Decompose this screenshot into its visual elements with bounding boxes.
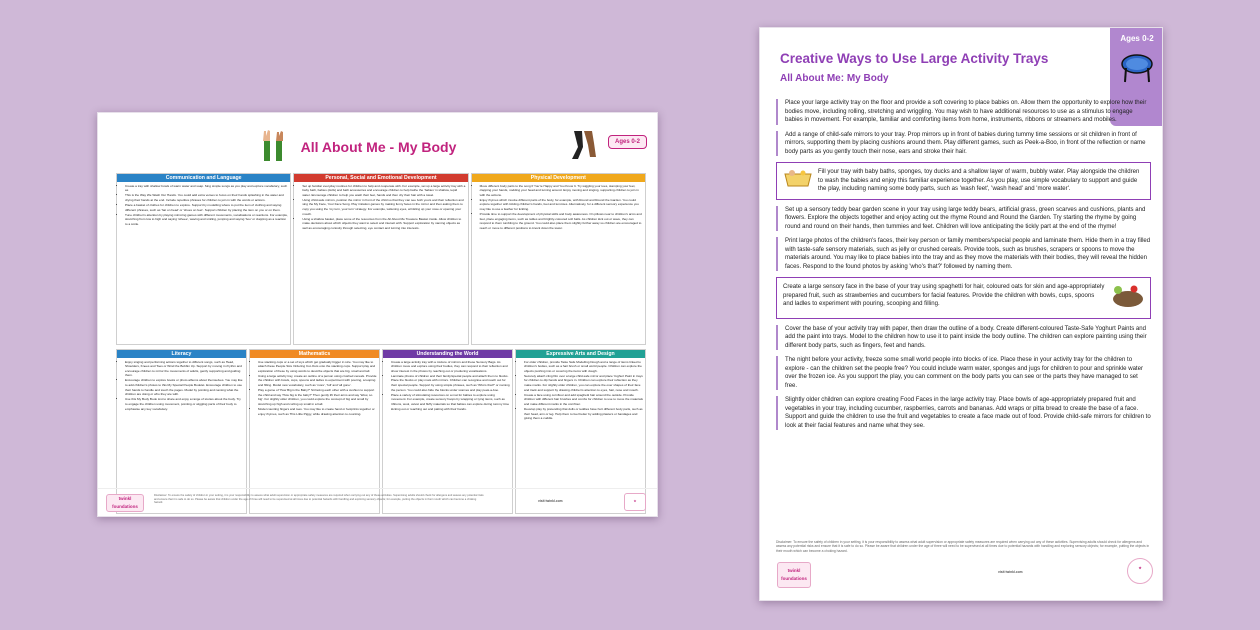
activity-text: Slightly older children can explore creating Food Faces in the large activity tray. Place bowls of age-appropriately prepared fruit and vegetables in your tray, including cucumber, raspberries, carrots and bananas. Add wraps or pitta bread to create the base of a face. Support and guide the children to use the fruit and vegetables to create a face made out of food. Provide child-safe mirrors for children to look at their facial features and name what they see. [785,397,1151,429]
activity-text: Add a range of child-safe mirrors to your tray. Prop mirrors up in front of babies during tummy time sessions or sit children in front of mirrors, supporting them by placing cushions around them. Play different games, such as Peek-a-Boo, in front of the reflection or name body parts as you gently touch their nose, ears and stroke their hair. [785,131,1146,155]
activity-bullet: • Laminate photos of children and their family/special people and attach them to blocks. Place the blocks or play mats with mirrors. Children can recognise and reach out for their special people. Support by using simple phrases, such as 'Who's that?' or naming the person. You could also hide the blocks under scarves and play peek-a-boo. [391,374,510,392]
activity-bullet: • Tune children's attention by playing mirroring games with different movements, vocalisations or reactions. For example, stretching from low to high and saying 'wheee', waving and smiling, jumping and saying 'boo' or clapping as a reaction to a smile. [125,213,288,227]
activity-text: Create a large sensory face in the base of your tray using spaghetti for hair, coloured oats for skin and age-appropriately prepared fruit, such as strawberries and cucumbers for facial features. Provide the children with bowls, cups, spoons and ladles to experiment with pouring, scooping and filling. [783,284,1105,307]
paragraph-marker [776,131,778,157]
learning-area-heading: Communication and Language [117,174,290,182]
activity-bullet: • Using a large activity tray, create an outline of a person using crushed cereals. Provide the children with bowls, cups, spoons and ladles to experiment with pouring, scooping and filling. Model new vocabulary, such as 'more', 'full' and 'all gone'. [258,374,377,388]
activity-bullet-list [294,182,467,233]
paragraph-marker [776,237,778,271]
activity-bullet: • Model counting fingers and toes. You may like to create hand or footprints together or enjoy rhymes, such as This Little Piggy, while drawing attention to counting. [258,407,377,416]
area-of-learning-grid [116,173,646,514]
learning-area-heading: Physical Development [472,174,645,182]
sheet-footer [760,540,1163,600]
activity-bullet: • Use stacking cups or a set of toys which get gradually bigger in size. You may like to attach these People Size Ordering Cut-Outs onto the stacking cups. Support play and exploration of these by using words to describe objects that are big, small and tall. [258,360,377,374]
activity-paragraph [776,99,1151,125]
baby-bath-icon [783,168,813,194]
logo-text: twinkl foundations [781,568,807,581]
activity-bullet: • Enjoy rhymes which involve different parts of the body, for example, with Round and Round the Garden. You could explore together with tickling children's hands, feet and tummies. Alternatively, for a different sensory experience you may like to use a feather for tickling. [480,198,643,212]
activity-text: Print large photos of the children's faces, their key person or family members/special people and laminate them. Hide them in a tray filled with taste-safe sensory materials, such as jelly or crushed cereals. Provide tools, such as brushes, scrapers or spoons to move the materials around. You may like to place babies into the tray and as they move the materials with their bodies, they will reveal the hidden faces. Respond to the found photos by asking 'who's that?' followed by naming them. [785,238,1151,270]
activity-bullet: • For older children, provide Taste Safe Modelling Dough and a range of items linked to children's bodies, such as a hair brush or small world people. Children can explore the objects pushing into or covering the items with dough. [524,360,643,374]
activity-list [776,99,1151,436]
activity-text: Set up a sensory teddy bear garden scene in your tray using large teddy bears, artificial grass, green scarves and cushions, plants and flowers. Explore the objects together and enjoy acting out the rhyme Round and Round the Garden. Try starting the rhyme by going round and round on their hands, then tummies and feet. Children will love anticipating the tickly part at the end of the rhyme! [785,206,1146,230]
paragraph-marker [776,99,778,125]
activity-bullet: • Create a face using cornflour and add spaghetti hair around the outside. Provide children with different hair brushes and combs for children to use to move the materials and make different marks in the cornflour. [524,393,643,407]
activity-paragraph [776,396,1151,430]
twinkl-logo [106,494,144,512]
activity-bullet: • Provide time to support the development of physical skills and body awareness. On pillows near to children's arms and feet, place engaging items, such as rattles and brightly-coloured soft balls. As children kick out or wave, they can respond to them tumbling to the ground. You could also place them slightly further away so children are encouraged to reach or move to different positions to knock down the tower. [480,212,643,230]
learning-area-panel [471,173,646,345]
quality-seal-icon: ★ [624,493,646,511]
activity-paragraph [776,131,1151,157]
activity-bullet-list [117,182,290,229]
activity-paragraph [776,356,1151,390]
activity-bullet: • Move different body parts to the song If You're Happy and You Know It. Try wiggling your toes, stamping your feet, clapping your hands, nodding your head and turning around. Enjoy moving and singing, supporting children to join in with the actions. [480,184,643,198]
logo-text: twinkl foundations [112,496,138,509]
activity-bullet-list [472,182,645,233]
activity-bullet: • Create a large activity tray with a mixture of mirrors and these Sensory Bags. As children move and explore using their bodies, they can respond to their reflection and show interest in the photos by reaching out or producing vocalisations. [391,360,510,374]
paragraph-marker [776,325,778,351]
fruit-face-icon [1110,283,1144,313]
activity-text: The night before your activity, freeze some small world people into blocks of ice. Place these in your activity tray for the children to explore - can the children set the people free? You could include warm water, sponges and jugs for children to pour and sprinkle water over the frozen ice. As you support the play, you can comment on the body parts you can see or the parts they have managed to set free. [785,357,1143,389]
activity-bullet-list [117,358,246,414]
activity-bullet: • Using a shallow basket, place some of the resources from the All About Me Treasure Basket inside. Allow children to make decisions about which objects they want to select and interact with. Support exploration by naming objects as well as encouraging curiosity through selecting, eye contact and turning into interests. [302,217,465,231]
learning-area-panel [293,173,468,345]
activity-text: Place your large activity tray on the floor and provide a soft covering to place babies on. Allow them the opportunity to explore how their bodies move, including rolling, stretching and wriggling. You may wish to have additional resources to use as a stimulus to engage babies in movement. For example, familiar and comforting items from home, instruments, ribbons or streamers and mobiles. [785,100,1147,123]
quality-seal-icon: ★ [1127,558,1153,584]
highlighted-activity [776,162,1151,200]
activity-bullet: • Create a tray with shallow bowls of warm water and soap. Sing simple songs as you play and explore vocabulary, such as [125,184,288,193]
activity-bullet: • Play a game of 'How Big is the Baby?' Sit facing each other with a cushion to support the child and say 'How big is the baby?' Then gently lift their arms and say 'Wow, so big'. For slightly older children, you could explore the concept of big and small by stretching up high and curling up small in a ball. [258,388,377,406]
disclaimer-text: Disclaimer: To ensure the safety of children in your setting, it is your responsibility to assess what adult supervision or appropriate safety measures are required when carrying out any of these activities. Supervising adults should check for allergens and assess any potential risks and ensure that it is safe to do so. Please be aware that children under the age of three will need to be supervised at all times due to potential hazards with handling and exploring sensory objects; for example, putting the objects in their mouth which can become a choking hazard. [776,540,1150,553]
activity-bullet: • Encourage children to explore books or photo albums about themselves. You may like to add children's photos to this My Special People Booklet. Encourage children to use their hands to handle and touch the pages. Model by pointing and naming what the children are doing or who they are with. [125,378,244,396]
activity-grid-sheet [97,112,658,517]
activity-bullet-list [516,358,645,424]
activity-bullet: • Place a basket of clothes for children to explore. Support by modelling where to put the item of clothing and saying different phrases, such as 'hat on head' or 'shoes on feet'. Support children by placing the item on you or on them. [125,203,288,212]
activity-tray-icon [1120,50,1154,84]
activity-bullet: • Securely attach cling film over a large child-safe mirror and place Yoghurt Paint in trays for children to dip hands and fingers in. Children can explore their reflection as they make marks. For slightly older children, you can explore the over shapes of their face and track and support by drawing children's attention to eyes, hair, nose and mouth. [524,374,643,392]
sheet-title: Creative Ways to Use Large Activity Trays [780,51,1049,66]
activity-tray-sheet [759,27,1163,601]
sheet-footer [98,488,658,516]
visit-link[interactable]: visit twinkl.com [998,570,1023,574]
age-badge: Ages 0-2 [1110,28,1163,126]
highlighted-activity [776,277,1151,319]
activity-bullet: • Using child-safe mirrors, position the mirror in front of the child so that they can see both yours and their reflection and sing the My Face, Your Face Song. Play imitation games by making funny faces in the mirror and then asking them to copy you using the 'my turn, your turn' strategy. For example, widening eyes, wrinkling up your nose or opening your mouth. [302,198,465,216]
activity-bullet: • Use this My Body Book List to share and enjoy a range of stories about the body. Try to engage the children using movement, pointing or wiggling parts of their body to emphasise any key vocabulary. [125,397,244,411]
learning-area-heading: Personal, Social and Emotional Development [294,174,467,182]
activity-bullet: • This is the Way We Wash Our Hands. You could add extra verses to focus on their hands splashing in the water and drying their hands at the end. Include repetitive phrases for children to join in with the words or actions. [125,193,288,202]
grid-row [116,173,646,345]
disclaimer-text: Disclaimer: To ensure the safety of children in your setting, it is your responsibility to assess what adult supervision or appropriate safety measures are required when carrying out any of these activities. Supervising adults should check for allergens and assess any potential risks and ensure that it is safe to do so. Please be aware that children under the age of three will need to be supervised at all times due to potential hazards with handling and exploring sensory objects; for example, putting the objects in their mouth which can become a choking hazard. [154,494,484,505]
sheet-title: All About Me - My Body [300,139,457,155]
learning-area-heading: Expressive Arts and Design [516,350,645,358]
paragraph-marker [776,356,778,390]
learning-area-heading: Understanding the World [383,350,512,358]
activity-bullet-list [250,358,379,419]
learning-area-heading: Literacy [117,350,246,358]
activity-text: Fill your tray with baby baths, sponges, toy ducks and a shallow layer of warm, bubbly water. Play alongside the children to wash the babies and enjoy this familiar experience together. As you play, use simple vocabulary to support and guide the play, including naming some body parts, such as 'wash feet', 'wash head' and 'more water'. [818,169,1140,192]
learning-area-heading: Mathematics [250,350,379,358]
activity-bullet: • Set up familiar everyday routines for children to help and cooperate with. For example, set up a large activity tray with a baby bath, babies (dolls) and bath accessories and encourage children to help bathe the 'babies' in shallow, tepid water. Encourage children to help you wash their feet, hands and then dry their hair with a towel. [302,184,465,198]
kicking-legs-icon [570,129,598,163]
paragraph-marker [776,396,778,430]
sheet-subtitle: All About Me: My Body [780,73,889,84]
visit-link[interactable]: visit twinkl.com [538,499,563,503]
activity-bullet: • Place a variety of stimulating resources on a mat for babies to explore using movement. For example, create sensory hoops by wrapping or tying items, such as ribbons, wool, velvet and fluffy materials so that babies can explore during tummy time kicking out or reaching out and patting with their hands. [391,393,510,411]
activity-paragraph [776,237,1151,271]
twinkl-logo [777,562,811,588]
activity-paragraph [776,206,1151,232]
activity-paragraph [776,325,1151,351]
activity-text: Cover the base of your activity tray with paper, then draw the outline of a body. Create different-coloured Taste-Safe Yoghurt Paints and add the paint into trays. Model to the children how to use it to paint inside the body outline. The children can explore painting using their different body parts, such as fingers, feet and hands. [785,325,1147,349]
paragraph-marker [776,206,778,232]
age-badge: Ages 0-2 [608,135,647,149]
activity-bullet: • Develop play by pretending that dolls or teddies have hurt different body parts, such as their head, arm or leg. Help them to feel better by adding plasters or bandages and giving them a cuddle. [524,407,643,421]
activity-bullet: • Enjoy singing and performing actions together to different songs, such as Head, Shoulders, Knees and Toes or Wind the Bobbin Up. Support by moving in rhythm and encourage children to mirror the movements of adults, gently supporting and guiding them. [125,360,244,378]
activity-bullet-list [383,358,512,414]
learning-area-panel [116,173,291,345]
